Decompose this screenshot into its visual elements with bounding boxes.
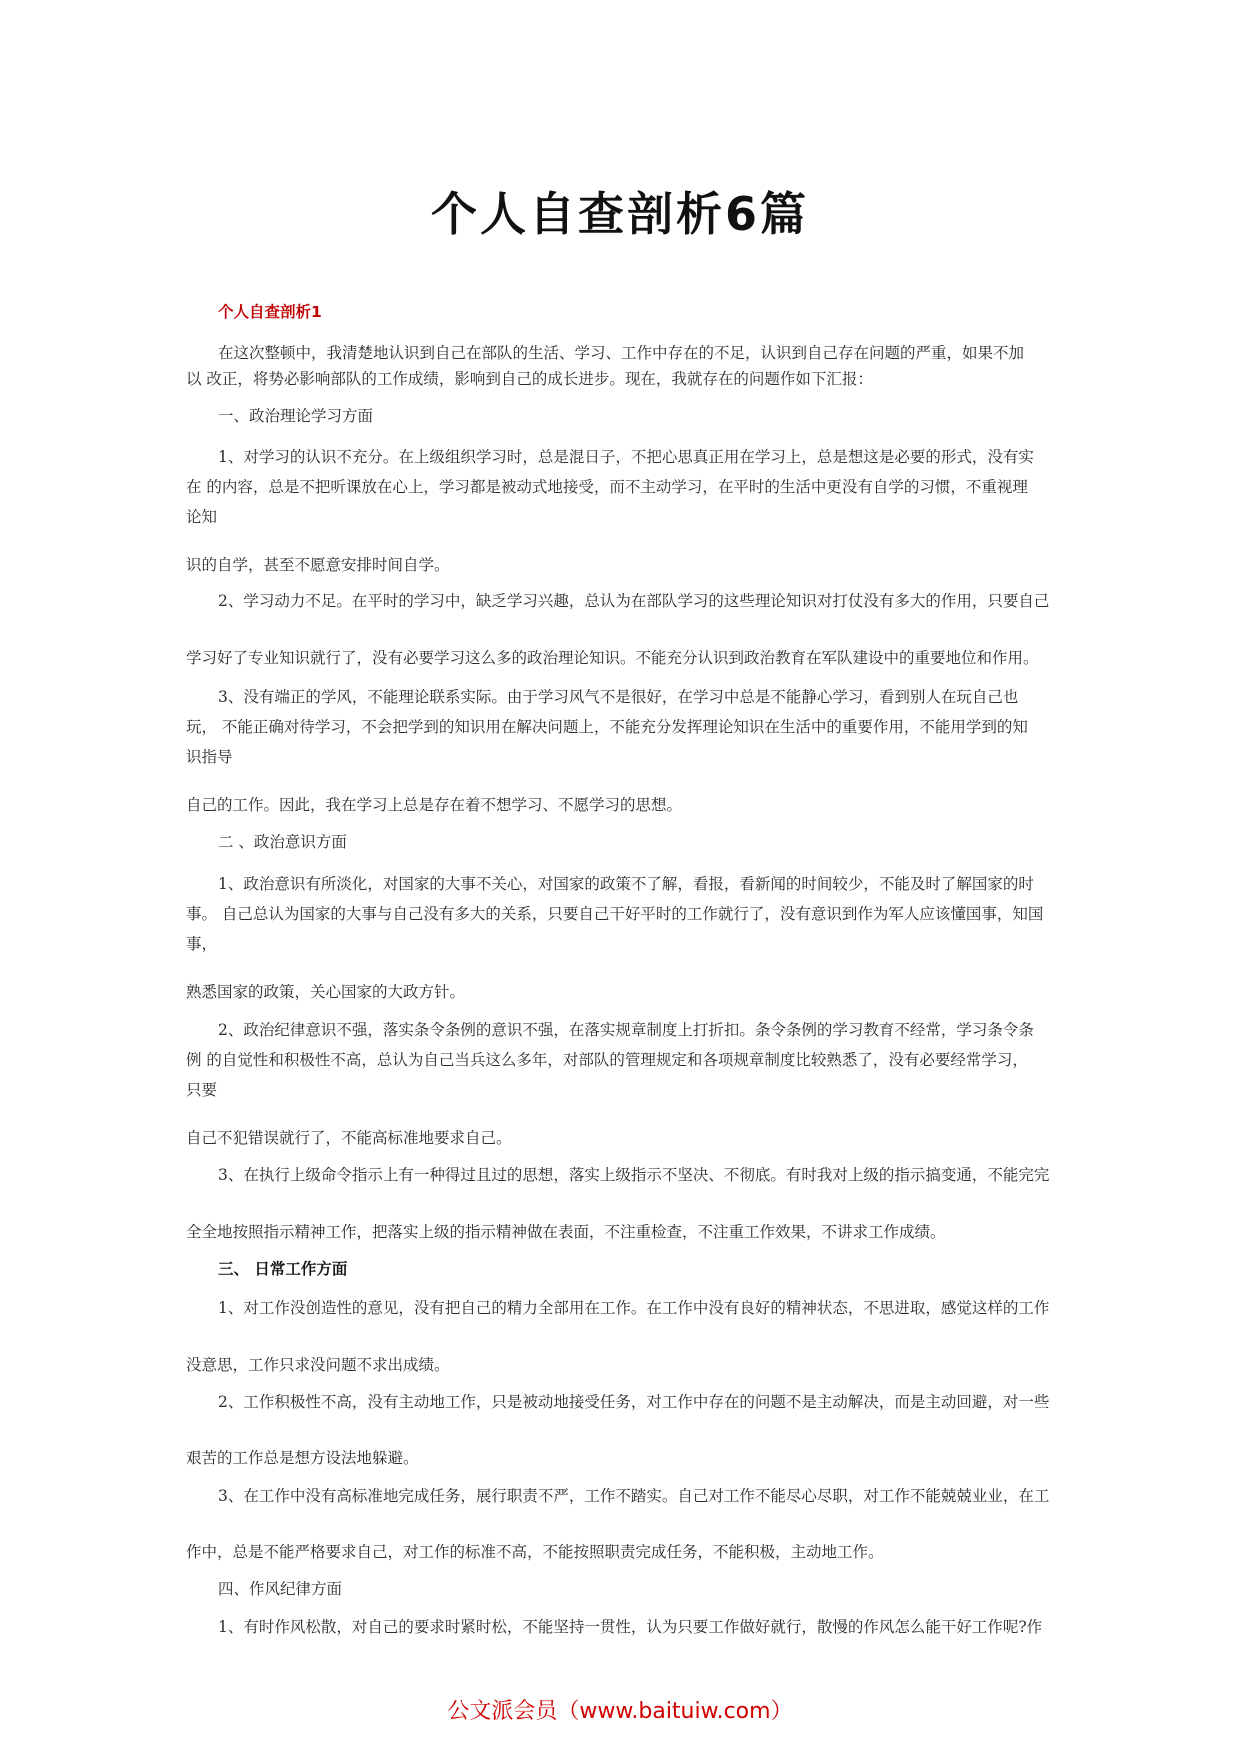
paragraph-line: 事， [186, 935, 218, 953]
paragraph-line: 识指导 [186, 748, 233, 766]
document-title: 个人自查剖析6篇 [430, 187, 809, 241]
paragraph-line: 3、没有端正的学风，不能理论联系实际。由于学习风气不是很好，在学习中总是不能静心学习，看到别人在玩自己也 [218, 688, 1019, 706]
paragraph-line: 作中，总是不能严格要求自己，对工作的标准不高，不能按照职责完成任务，不能积极，主动地工作。 [186, 1543, 884, 1561]
paragraph-line: 自己的工作。因此，我在学习上总是存在着不想学习、不愿学习的思想。 [186, 796, 683, 814]
section-heading: 个人自查剖析1 [218, 303, 322, 321]
paragraph-line: 1、对学习的认识不充分。在上级组织学习时，总是混日子，不把心思真正用在学习上，总是想这是必要的形式，没有实 [218, 448, 1034, 466]
paragraph-line: 1、有时作风松散，对自己的要求时紧时松，不能坚持一贯性，认为只要工作做好就行，散慢的作风怎么能干好工作呢?作 [218, 1618, 1043, 1636]
paragraph-line: 全全地按照指示精神工作，把落实上级的指示精神做在表面，不注重检查，不注重工作效果，不讲求工作成绩。 [186, 1223, 946, 1241]
section-heading: 二 、政治意识方面 [218, 833, 347, 851]
paragraph-line: 识的自学，甚至不愿意安排时间自学。 [186, 556, 450, 574]
paragraph-line: 在这次整顿中，我清楚地认识到自己在部队的生活、学习、工作中存在的不足，认识到自己存在问题的严重，如果不加 [218, 344, 1025, 362]
paragraph-line: 以 改正，将势必影响部队的工作成绩，影响到自己的成长进步。现在，我就存在的问题作如下汇报： [186, 370, 873, 388]
section-heading: 三、 日常工作方面 [218, 1260, 348, 1278]
footer-watermark-link[interactable]: 公文派会员（www.baituiw.com） [447, 1699, 793, 1724]
section-heading: 四、作风纪律方面 [218, 1580, 343, 1598]
paragraph-line: 1、政治意识有所淡化，对国家的大事不关心，对国家的政策不了解，看报，看新闻的时间较少，不能及时了解国家的时 [218, 875, 1034, 893]
paragraph-line: 熟悉国家的政策，关心国家的大政方针。 [186, 983, 466, 1001]
paragraph-line: 2、学习动力不足。在平时的学习中，缺乏学习兴趣，总认为在部队学习的这些理论知识对打仗没有多大的作用，只要自己 [218, 592, 1050, 610]
paragraph-line: 3、在工作中没有高标准地完成任务，展行职责不严，工作不踏实。自己对工作不能尽心尽职，对工作不能兢兢业业，在工 [218, 1487, 1050, 1505]
paragraph-line: 3、在执行上级命令指示上有一种得过且过的思想，落实上级指示不坚决、不彻底。有时我对上级的指示搞变通，不能完完 [218, 1166, 1050, 1184]
paragraph-line: 2、工作积极性不高，没有主动地工作，只是被动地接受任务，对工作中存在的问题不是主动解决，而是主动回避，对一些 [218, 1393, 1050, 1411]
paragraph-line: 2、政治纪律意识不强，落实条令条例的意识不强，在落实规章制度上打折扣。条令条例的学习教育不经常，学习条令条 [218, 1021, 1034, 1039]
paragraph-line: 自己不犯错误就行了，不能高标准地要求自己。 [186, 1129, 512, 1147]
paragraph-line: 玩， 不能正确对待学习，不会把学到的知识用在解决问题上，不能充分发挥理论知识在生活中的重要作用，不能用学到的知 [186, 718, 1028, 736]
paragraph-line: 艰苦的工作总是想方设法地躲避。 [186, 1449, 419, 1467]
section-heading: 一、政治理论学习方面 [218, 407, 374, 425]
paragraph-line: 例 的自觉性和积极性不高，总认为自己当兵这么多年，对部队的管理规定和各项规章制度比较熟悉了，没有必要经常学习， [186, 1051, 1028, 1069]
paragraph-line: 只要 [186, 1081, 218, 1099]
paragraph-line: 论知 [186, 508, 218, 526]
paragraph-line: 在 的内容，总是不把听课放在心上，学习都是被动式地接受，而不主动学习，在平时的生活中更没有自学的习惯，不重视理 [186, 478, 1028, 496]
paragraph-line: 事。 自己总认为国家的大事与自己没有多大的关系，只要自己干好平时的工作就行了，没有意识到作为军人应该懂国事，知国 [186, 905, 1044, 923]
paragraph-line: 1、对工作没创造性的意见，没有把自己的精力全部用在工作。在工作中没有良好的精神状态，不思进取，感觉这样的工作 [218, 1299, 1050, 1317]
paragraph-line: 没意思，工作只求没问题不求出成绩。 [186, 1356, 450, 1374]
paragraph-line: 学习好了专业知识就行了，没有必要学习这么多的政治理论知识。不能充分认识到政治教育在军队建设中的重要地位和作用。 [186, 649, 1039, 667]
